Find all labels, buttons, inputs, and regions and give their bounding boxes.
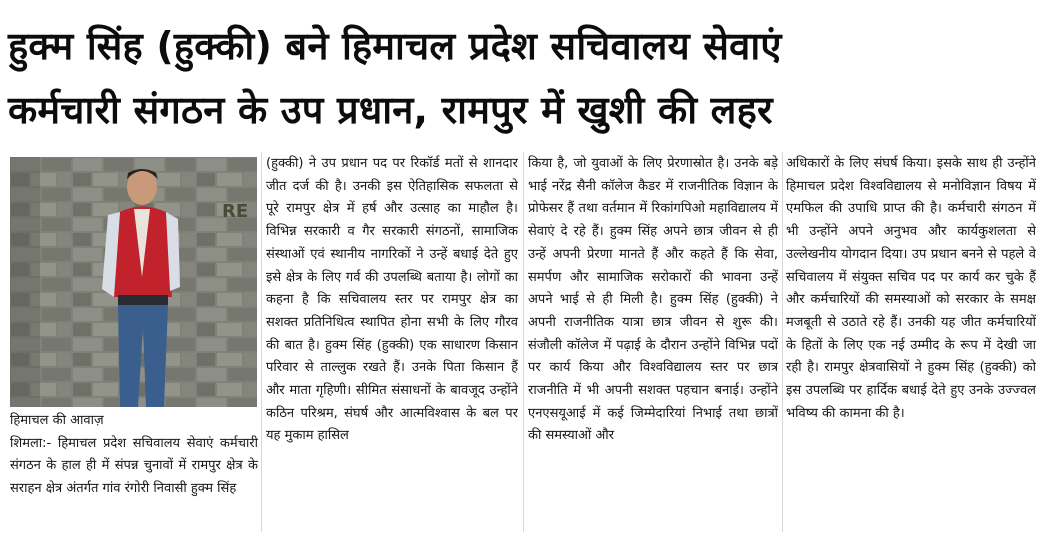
article-column-3 [528,153,778,533]
article-text-col2: (हुक्की) ने उप प्रधान पद पर रिकॉर्ड मतों से शानदार जीत दर्ज की है। उनकी इस ऐतिहासिक सफलता से पूरे रामपुर क्षेत्र में हर्ष और उत्साह का माहौल है। विभिन्न सरकारी व गैर सरकारी संगठनों, सामाजिक संस्थाओं एवं स्थानीय नागरिकों ने उन्हें बधाई देते हुए इसे क्षेत्र के लिए गर्व की उपलब्धि बताया है। लोगों का कहना है कि सचिवालय स्तर पर रामपुर क्षेत्र का सशक्त प्रतिनिधित्व स्थापित होना सभी के लिए गौरव की बात है। हुक्म सिंह (हुक्की) एक साधारण किसान परिवार से ताल्लुक रखते हैं। उनके पिता किसान हैं और माता गृहिणी। सीमित संसाधनों के बावजूद उन्होंने कठिन परिश्रम, संघर्ष और आत्मविश्वास के बल पर यह मुकाम हासिल [266,156,518,444]
headline [8,14,1038,142]
article-column-2 [266,153,518,533]
article-column-4 [786,153,1036,533]
column-divider [782,152,783,532]
column-divider [261,152,262,532]
source-label: हिमाचल की आवाज़ [10,413,104,428]
article-column-1 [10,410,258,535]
svg-text:RE: RE [222,201,249,222]
article-text-col3: किया है, जो युवाओं के लिए प्रेरणास्रोत है। उनके बड़े भाई नरेंद्र सैनी कॉलेज कैडर में राजनीतिक विज्ञान के प्रोफेसर हैं तथा वर्तमान में रिकांगपिओ महाविद्यालय में सेवाएं दे रहे हैं। हुक्म सिंह अपने छात्र जीवन से ही उन्हें अपनी प्रेरणा मानते हैं और कहते हैं कि सेवा, समर्पण और सामाजिक सरोकारों की भावना उन्हें अपने भाई से ही मिली है। हुक्म सिंह (हुक्की) ने अपनी राजनीतिक यात्रा छात्र जीवन से शुरू की। संजौली कॉलेज में पढ़ाई के दौरान उन्होंने विभिन्न पदों पर कार्य किया और विश्वविद्यालय स्तर पर छात्र राजनीति में भी अपनी सशक्त पहचान बनाई। उन्होंने एनएसयूआई में कई जिम्मेदारियां निभाई तथा छात्रों की समस्याओं और [528,156,778,444]
headline-line-1: हुक्म सिंह (हुक्की) बने हिमाचल प्रदेश सचिवालय सेवाएं [8,24,782,68]
headline-line-2: कर्मचारी संगठन के उप प्रधान, रामपुर में खुशी की लहर [8,88,773,132]
article-text-col4: अधिकारों के लिए संघर्ष किया। इसके साथ ही उन्होंने हिमाचल प्रदेश विश्वविद्यालय से मनोविज्ञान विषय में एमफिल की उपाधि प्राप्त की है। कर्मचारी संगठन में भी उन्होंने अपने अनुभव और कार्यकुशलता से उल्लेखनीय योगदान दिया। उप प्रधान बनने से पहले वे सचिवालय में संयुक्त सचिव पद पर कार्य कर चुके हैं और कर्मचारियों की समस्याओं को सरकार के समक्ष मजबूती से उठाते रहे हैं। उनकी यह जीत कर्मचारियों के हितों के लिए एक नई उम्मीद के रूप में देखी जा रही है। रामपुर क्षेत्रवासियों ने हुक्म सिंह (हुक्की) को इस उपलब्धि पर हार्दिक बधाई देते हुए उनके उज्ज्वल भविष्य की कामना की है। [786,156,1036,421]
column-divider [523,152,524,532]
article-text-col1: शिमला:- हिमाचल प्रदेश सचिवालय सेवाएं कर्मचारी संगठन के हाल ही में संपन्न चुनावों में रामपुर क्षेत्र के सराहन क्षेत्र अंतर्गत गांव रंगोरी निवासी हुक्म सिंह [10,435,258,497]
man-in-red-vest-photo [10,157,257,407]
news-photo [10,157,257,407]
